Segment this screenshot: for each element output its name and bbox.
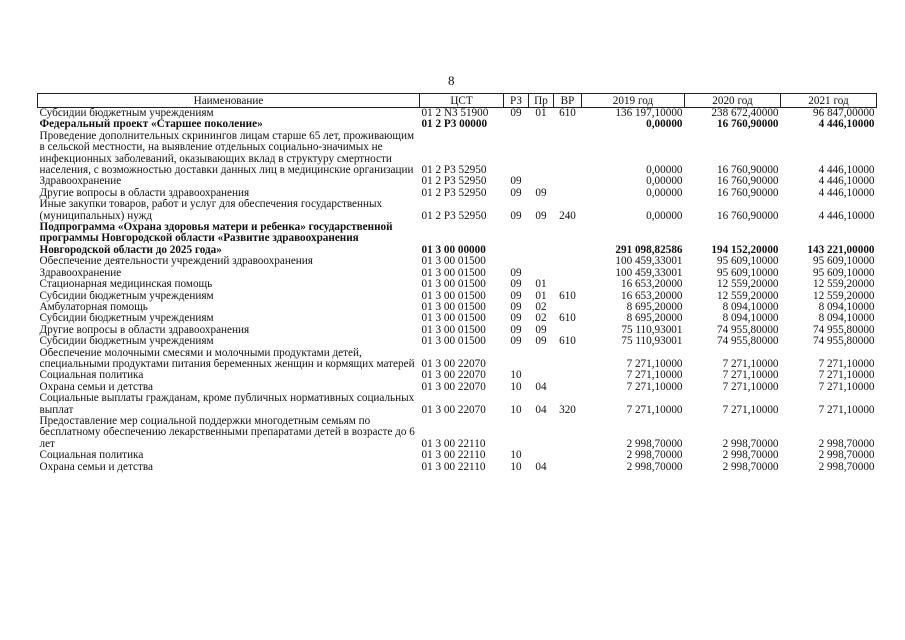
col-header-2019: 2019 год (582, 94, 685, 108)
cell-2019: 7 271,10000 (626, 357, 683, 370)
cell-pr: 09 (535, 324, 547, 336)
cell-2021: 8 094,10000 (818, 313, 875, 325)
cell-2019: 7 271,10000 (626, 403, 683, 416)
cell-2020: 16 760,90000 (716, 164, 779, 177)
cell-2020: 7 271,10000 (722, 381, 779, 393)
cell-pr: 01 (535, 107, 547, 119)
table-row (38, 450, 877, 461)
cell-2021: 8 094,10000 (818, 301, 875, 313)
cell-2021: 4 446,10000 (818, 187, 875, 199)
cell-vr: 240 (559, 209, 576, 222)
table-row (38, 393, 877, 416)
cell-name: Проведение дополнительных скринингов лицам старше 65 лет, проживающим в сельской местности, на выявление отдельных социально-значимых не инфекционных заболеваний, оказывающих вклад в структуру смертности населения, с возможностью доставки данных лиц в медицинские организации (39, 130, 415, 177)
cell-vr (554, 382, 582, 393)
cell-2020: 2 998,70000 (722, 437, 779, 450)
cell-cst: 01 2 P3 52950 (421, 176, 487, 188)
cell-name: Социальные выплаты гражданам, кроме публичных нормативных социальных выплат (39, 393, 415, 416)
cell-vr (554, 119, 582, 130)
cell-pr: 01 (535, 279, 547, 291)
cell-vr (554, 302, 582, 313)
cell-vr (554, 416, 582, 450)
cell-rz: 09 (510, 267, 522, 279)
cell-cst: 01 2 N3 51900 (421, 107, 489, 119)
cell-name: Амбулаторная помощь (39, 301, 148, 313)
cell-pr (529, 131, 554, 177)
cell-2021: 143 221,00000 (807, 243, 875, 256)
cell-2020: 2 998,70000 (722, 461, 779, 473)
cell-cst: 01 3 00 01500 (421, 267, 486, 279)
cell-name: Субсидии бюджетным учреждениям (39, 313, 214, 325)
cell-pr (529, 256, 554, 267)
cell-cst: 01 3 00 01500 (421, 279, 486, 291)
cell-2021: 74 955,80000 (812, 336, 875, 348)
cell-2020: 95 609,10000 (716, 267, 779, 279)
cell-name: Субсидии бюджетным учреждениям (39, 290, 214, 302)
table-row (38, 199, 877, 222)
cell-pr: 09 (535, 187, 547, 199)
cell-rz: 09 (510, 313, 522, 325)
cell-rz: 10 (510, 450, 522, 462)
cell-2020: 8 094,10000 (722, 313, 779, 325)
cell-rz (504, 131, 529, 177)
col-header-name: Наименование (38, 94, 420, 108)
cell-2019: 2 998,70000 (626, 437, 683, 450)
table-row (38, 108, 877, 120)
cell-pr (529, 450, 554, 461)
cell-pr: 01 (535, 290, 547, 302)
cell-name: Федеральный проект «Старшее поколение» (39, 119, 263, 131)
cell-vr (554, 256, 582, 267)
cell-2020: 7 271,10000 (722, 403, 779, 416)
cell-2019: 8 695,20000 (626, 313, 683, 325)
table-row (38, 188, 877, 199)
cell-vr (554, 450, 582, 461)
cell-vr (554, 188, 582, 199)
cell-name: Субсидии бюджетным учреждениям (39, 107, 214, 119)
cell-pr: 09 (535, 209, 547, 222)
cell-rz: 10 (510, 403, 522, 416)
cell-vr: 320 (559, 403, 576, 416)
cell-rz: 09 (510, 290, 522, 302)
cell-pr: 04 (535, 381, 547, 393)
cell-rz: 10 (510, 370, 522, 382)
cell-cst: 01 2 P3 52950 (421, 164, 487, 177)
cell-cst: 01 3 00 22110 (421, 437, 486, 450)
table-row (38, 416, 877, 450)
cell-2021: 7 271,10000 (818, 403, 875, 416)
cell-rz: 09 (510, 279, 522, 291)
cell-vr (554, 370, 582, 381)
cell-2021: 4 446,10000 (818, 176, 875, 188)
cell-pr: 02 (535, 313, 547, 325)
cell-2021: 7 271,10000 (818, 370, 875, 382)
cell-rz (504, 119, 529, 130)
cell-pr: 02 (535, 301, 547, 313)
cell-rz: 09 (510, 107, 522, 119)
cell-2021: 7 271,10000 (818, 381, 875, 393)
table-row (38, 119, 877, 130)
cell-vr: 610 (559, 290, 576, 302)
cell-2019: 16 653,20000 (620, 279, 683, 291)
table-body (38, 108, 877, 474)
table-row (38, 268, 877, 279)
cell-cst: 01 3 00 01500 (421, 290, 486, 302)
cell-pr (529, 222, 554, 256)
cell-pr (529, 176, 554, 187)
cell-pr: 09 (535, 336, 547, 348)
cell-cst: 01 3 00 22070 (421, 403, 486, 416)
cell-cst: 01 3 00 01500 (421, 336, 486, 348)
cell-2019: 75 110,93001 (621, 336, 683, 348)
table-row (38, 348, 877, 371)
cell-2021: 2 998,70000 (818, 461, 875, 473)
cell-2020: 12 559,20000 (716, 279, 779, 291)
cell-name: Социальная политика (39, 370, 144, 382)
cell-rz: 09 (510, 301, 522, 313)
cell-name: Подпрограмма «Охрана здоровья матери и ребенка» государственной программы Новгородской области «Развитие здравоохранения Новгородской области до 2025 года» (39, 222, 393, 256)
cell-vr (554, 325, 582, 336)
cell-2019: 7 271,10000 (626, 381, 683, 393)
cell-2019: 0,00000 (646, 209, 683, 222)
cell-name: Иные закупки товаров, работ и услуг для обеспечения государственных (муниципальных) нужд (39, 199, 383, 222)
cell-2019: 136 197,10000 (615, 107, 683, 119)
cell-2020: 16 760,90000 (716, 209, 779, 222)
cell-2021: 74 955,80000 (812, 324, 875, 336)
cell-2020: 238 672,40000 (711, 107, 779, 119)
cell-2020: 194 152,20000 (711, 243, 779, 256)
col-header-pr: Пр (529, 94, 554, 108)
cell-rz: 09 (510, 336, 522, 348)
table-row (38, 325, 877, 336)
cell-cst: 01 2 P3 00000 (421, 119, 488, 131)
table-row (38, 176, 877, 187)
cell-rz: 09 (510, 209, 522, 222)
cell-2020: 16 760,90000 (716, 187, 779, 199)
cell-2019: 100 459,33001 (615, 267, 683, 279)
table-header-row (38, 94, 877, 108)
cell-2019: 2 998,70000 (626, 461, 683, 473)
cell-2021: 95 609,10000 (812, 267, 875, 279)
cell-cst: 01 3 00 22070 (421, 370, 486, 382)
cell-2020: 16 760,90000 (716, 176, 779, 188)
cell-2021: 2 998,70000 (818, 450, 875, 462)
cell-2021: 95 609,10000 (812, 256, 875, 268)
cell-vr: 610 (559, 107, 576, 119)
table-row (38, 336, 877, 347)
cell-name: Стационарная медицинская помощь (39, 279, 213, 291)
cell-2019: 2 998,70000 (626, 450, 683, 462)
cell-rz (504, 416, 529, 450)
cell-pr (529, 119, 554, 130)
col-header-vr: ВР (554, 94, 582, 108)
col-header-cst: ЦСТ (420, 94, 504, 108)
cell-name: Другие вопросы в области здравоохранения (39, 324, 250, 336)
cell-rz (504, 256, 529, 267)
cell-rz: 09 (510, 176, 522, 188)
cell-2020: 7 271,10000 (722, 370, 779, 382)
cell-pr (529, 348, 554, 371)
cell-2021: 4 446,10000 (818, 164, 875, 177)
cell-pr (529, 370, 554, 381)
cell-vr: 610 (559, 313, 576, 325)
cell-cst: 01 3 00 22110 (421, 461, 486, 473)
table-row (38, 131, 877, 177)
table-row (38, 382, 877, 393)
cell-vr (554, 268, 582, 279)
cell-pr (529, 416, 554, 450)
cell-2020: 95 609,10000 (716, 256, 779, 268)
cell-name: Предоставление мер социальной поддержки многодетным семьям по бесплатному обеспечению лекарственными препаратами детей в возрасте до 6 лет (39, 415, 415, 450)
cell-vr (554, 222, 582, 256)
cell-vr (554, 131, 582, 177)
cell-cst: 01 3 00 22070 (421, 357, 486, 370)
cell-cst: 01 2 P3 52950 (421, 187, 487, 199)
cell-2019: 75 110,93001 (621, 324, 683, 336)
cell-rz (504, 222, 529, 256)
table-row (38, 291, 877, 302)
cell-2020: 74 955,80000 (716, 324, 779, 336)
cell-2019: 0,00000 (646, 119, 683, 131)
col-header-rz: РЗ (504, 94, 529, 108)
page-number: 8 (448, 73, 455, 88)
table-row (38, 370, 877, 381)
cell-vr (554, 348, 582, 371)
cell-2021: 12 559,20000 (812, 290, 875, 302)
cell-rz: 10 (510, 461, 522, 473)
cell-name: Здравоохранение (39, 176, 122, 188)
table-row (38, 462, 877, 473)
table-row (38, 313, 877, 324)
cell-vr (554, 176, 582, 187)
cell-name: Субсидии бюджетным учреждениям (39, 336, 214, 348)
cell-rz (504, 348, 529, 371)
cell-pr: 04 (535, 461, 547, 473)
cell-vr: 610 (559, 336, 576, 348)
cell-cst: 01 3 00 22070 (421, 381, 486, 393)
cell-rz: 10 (510, 381, 522, 393)
cell-cst: 01 3 00 00000 (421, 243, 486, 256)
table-row (38, 279, 877, 290)
cell-name: Охрана семьи и детства (39, 461, 153, 473)
cell-2020: 7 271,10000 (722, 357, 779, 370)
cell-name: Здравоохранение (39, 267, 122, 279)
cell-rz: 09 (510, 324, 522, 336)
cell-pr: 04 (535, 403, 547, 416)
table-row (38, 256, 877, 267)
cell-2019: 8 695,20000 (626, 301, 683, 313)
cell-vr (554, 462, 582, 473)
cell-2020: 2 998,70000 (722, 450, 779, 462)
cell-2019: 0,00000 (646, 187, 683, 199)
table-row (38, 302, 877, 313)
col-header-2020: 2020 год (685, 94, 781, 108)
cell-2021: 7 271,10000 (818, 357, 875, 370)
cell-2021: 12 559,20000 (812, 279, 875, 291)
cell-2020: 74 955,80000 (716, 336, 779, 348)
budget-table (37, 93, 877, 473)
cell-2020: 8 094,10000 (722, 301, 779, 313)
cell-pr (529, 268, 554, 279)
cell-2019: 0,00000 (646, 176, 683, 188)
cell-cst: 01 3 00 01500 (421, 256, 486, 268)
cell-name: Социальная политика (39, 450, 144, 462)
cell-2020: 12 559,20000 (716, 290, 779, 302)
cell-name: Обеспечение молочными смесями и молочными продуктами детей, специальными продуктами питания беременных женщин и кормящих матерей (39, 347, 415, 370)
cell-cst: 01 3 00 01500 (421, 324, 486, 336)
cell-2019: 291 098,82586 (615, 243, 683, 256)
cell-2019: 0,00000 (646, 164, 683, 177)
cell-name: Обеспечение деятельности учреждений здравоохранения (39, 256, 313, 268)
cell-2021: 4 446,10000 (818, 119, 875, 131)
cell-2019: 100 459,33001 (615, 256, 683, 268)
cell-vr (554, 279, 582, 290)
cell-2020: 16 760,90000 (716, 119, 779, 131)
cell-cst: 01 3 00 01500 (421, 301, 486, 313)
cell-cst: 01 3 00 22110 (421, 450, 486, 462)
cell-name: Охрана семьи и детства (39, 381, 153, 393)
cell-2019: 7 271,10000 (626, 370, 683, 382)
cell-2021: 2 998,70000 (818, 437, 875, 450)
col-header-2021: 2021 год (781, 94, 877, 108)
cell-cst: 01 2 P3 52950 (421, 209, 487, 222)
cell-cst: 01 3 00 01500 (421, 313, 486, 325)
cell-rz: 09 (510, 187, 522, 199)
cell-2021: 4 446,10000 (818, 209, 875, 222)
table-row (38, 222, 877, 256)
cell-2021: 96 847,00000 (812, 107, 875, 119)
cell-2019: 16 653,20000 (620, 290, 683, 302)
cell-name: Другие вопросы в области здравоохранения (39, 187, 250, 199)
